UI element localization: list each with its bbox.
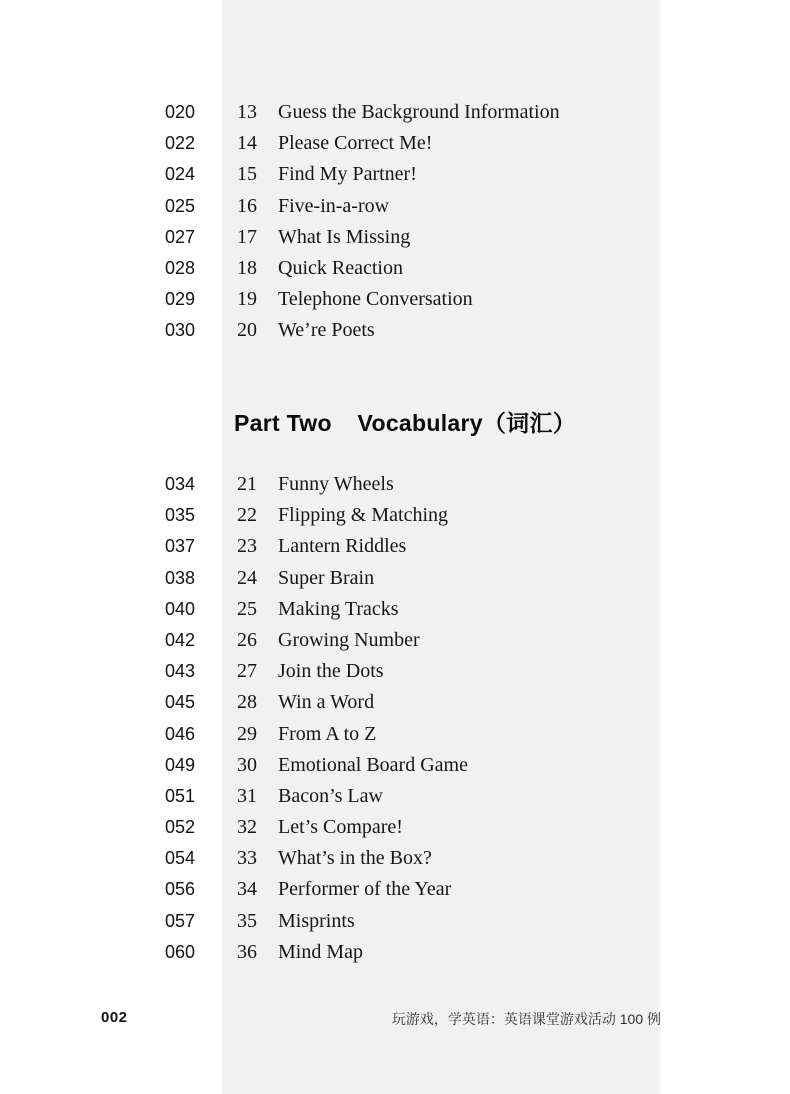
entry-title: Let’s Compare! [278, 816, 403, 839]
entry-page-number: 046 [164, 723, 195, 744]
toc-entry-row [0, 656, 790, 687]
part-two-heading [234, 405, 576, 442]
entry-index: 24 [237, 566, 257, 589]
toc-entry-row [0, 781, 790, 812]
entry-title: Win a Word [278, 691, 375, 714]
entry-page-number: 056 [164, 879, 195, 900]
toc-entry-row [0, 159, 790, 190]
toc-entry-row [0, 253, 790, 284]
toc-section-part-two [0, 469, 790, 968]
entry-page-number: 020 [164, 102, 195, 122]
entry-page-number: 029 [164, 289, 195, 310]
entry-page-number: 038 [164, 567, 195, 588]
entry-page-number: 060 [164, 941, 195, 962]
entry-index: 19 [237, 288, 257, 311]
entry-title: Super Brain [278, 566, 375, 589]
entry-page-number: 030 [164, 320, 195, 341]
entry-page-number: 024 [164, 164, 195, 185]
entry-page-number: 042 [164, 629, 195, 650]
entry-title: Making Tracks [278, 597, 399, 620]
toc-entry-row [0, 719, 790, 750]
entry-index: 23 [237, 535, 257, 558]
toc-entry-row [0, 906, 790, 937]
entry-index: 16 [237, 194, 257, 217]
entry-page-number: 025 [164, 195, 195, 216]
toc-section-part-one-tail [0, 97, 790, 347]
toc-entry-row [0, 315, 790, 346]
toc-entry-row [0, 128, 790, 159]
entry-title: Please Correct Me! [278, 132, 433, 155]
entry-title: Quick Reaction [278, 256, 403, 279]
entry-title: Performer of the Year [278, 878, 452, 901]
entry-page-number: 028 [164, 257, 195, 278]
entry-title: From A to Z [278, 722, 377, 745]
entry-index: 30 [237, 753, 257, 776]
toc-entry-row [0, 531, 790, 562]
entry-page-number: 027 [164, 226, 195, 247]
toc-entry-row [0, 594, 790, 625]
toc-entry-row [0, 812, 790, 843]
toc-entry-row [0, 191, 790, 222]
entry-title: Five-in-a-row [278, 194, 390, 217]
entry-title: Misprints [278, 909, 355, 932]
entry-index: 18 [237, 256, 257, 279]
toc-entry-row [0, 563, 790, 594]
entry-index: 36 [237, 940, 257, 963]
entry-index: 13 [237, 101, 257, 123]
toc-entry-row [0, 97, 790, 128]
entry-index: 35 [237, 909, 257, 932]
entry-title: Telephone Conversation [278, 288, 473, 311]
entry-title: Lantern Riddles [278, 535, 407, 558]
entry-title: Mind Map [278, 940, 363, 963]
entry-title: Growing Number [278, 628, 420, 651]
part-two-label: Part Two [234, 410, 332, 436]
entry-page-number: 052 [164, 817, 195, 838]
entry-page-number: 034 [164, 474, 195, 494]
entry-title: Emotional Board Game [278, 753, 468, 776]
entry-title: Find My Partner! [278, 163, 417, 186]
entry-index: 15 [237, 163, 257, 186]
entry-index: 27 [237, 660, 257, 683]
toc-entry-row [0, 937, 790, 968]
entry-page-number: 045 [164, 692, 195, 713]
toc-entry-row [0, 625, 790, 656]
entry-title: What Is Missing [278, 225, 411, 248]
toc-entry-row [0, 750, 790, 781]
toc-entry-row [0, 687, 790, 718]
entry-index: 26 [237, 628, 257, 651]
toc-entry-row [0, 500, 790, 531]
entry-page-number: 037 [164, 536, 195, 557]
entry-index: 29 [237, 722, 257, 745]
entry-index: 14 [237, 132, 257, 155]
running-title: 玩游戏，学英语：英语课堂游戏活动 100 例 [391, 1011, 661, 1027]
toc-entry-row [0, 284, 790, 315]
entry-page-number: 054 [164, 848, 195, 869]
toc-entry-row [0, 843, 790, 874]
entry-index: 22 [237, 504, 257, 527]
entry-index: 28 [237, 691, 257, 714]
entry-page-number: 051 [164, 785, 195, 806]
entry-page-number: 022 [164, 133, 195, 154]
entry-index: 34 [237, 878, 257, 901]
entry-page-number: 035 [164, 505, 195, 526]
entry-index: 21 [237, 473, 257, 495]
entry-page-number: 043 [164, 661, 195, 682]
entry-page-number: 040 [164, 598, 195, 619]
entry-title: Funny Wheels [278, 473, 394, 495]
entry-page-number: 049 [164, 754, 195, 775]
entry-index: 33 [237, 847, 257, 870]
entry-title: Guess the Background Information [278, 101, 560, 123]
toc-entry-row [0, 222, 790, 253]
entry-title: What’s in the Box? [278, 847, 432, 870]
toc-entry-row [0, 874, 790, 905]
entry-index: 32 [237, 816, 257, 839]
entry-title: Join the Dots [278, 660, 384, 683]
entry-page-number: 057 [164, 910, 195, 931]
entry-index: 31 [237, 784, 257, 807]
entry-index: 20 [237, 319, 257, 342]
part-two-title: Vocabulary（词汇） [357, 410, 577, 436]
entry-index: 25 [237, 597, 257, 620]
entry-title: We’re Poets [278, 319, 375, 342]
entry-title: Bacon’s Law [278, 784, 383, 807]
toc-entry-row [0, 469, 790, 500]
entry-index: 17 [237, 225, 257, 248]
folio-page-number: 002 [101, 1009, 128, 1026]
entry-title: Flipping & Matching [278, 504, 448, 527]
